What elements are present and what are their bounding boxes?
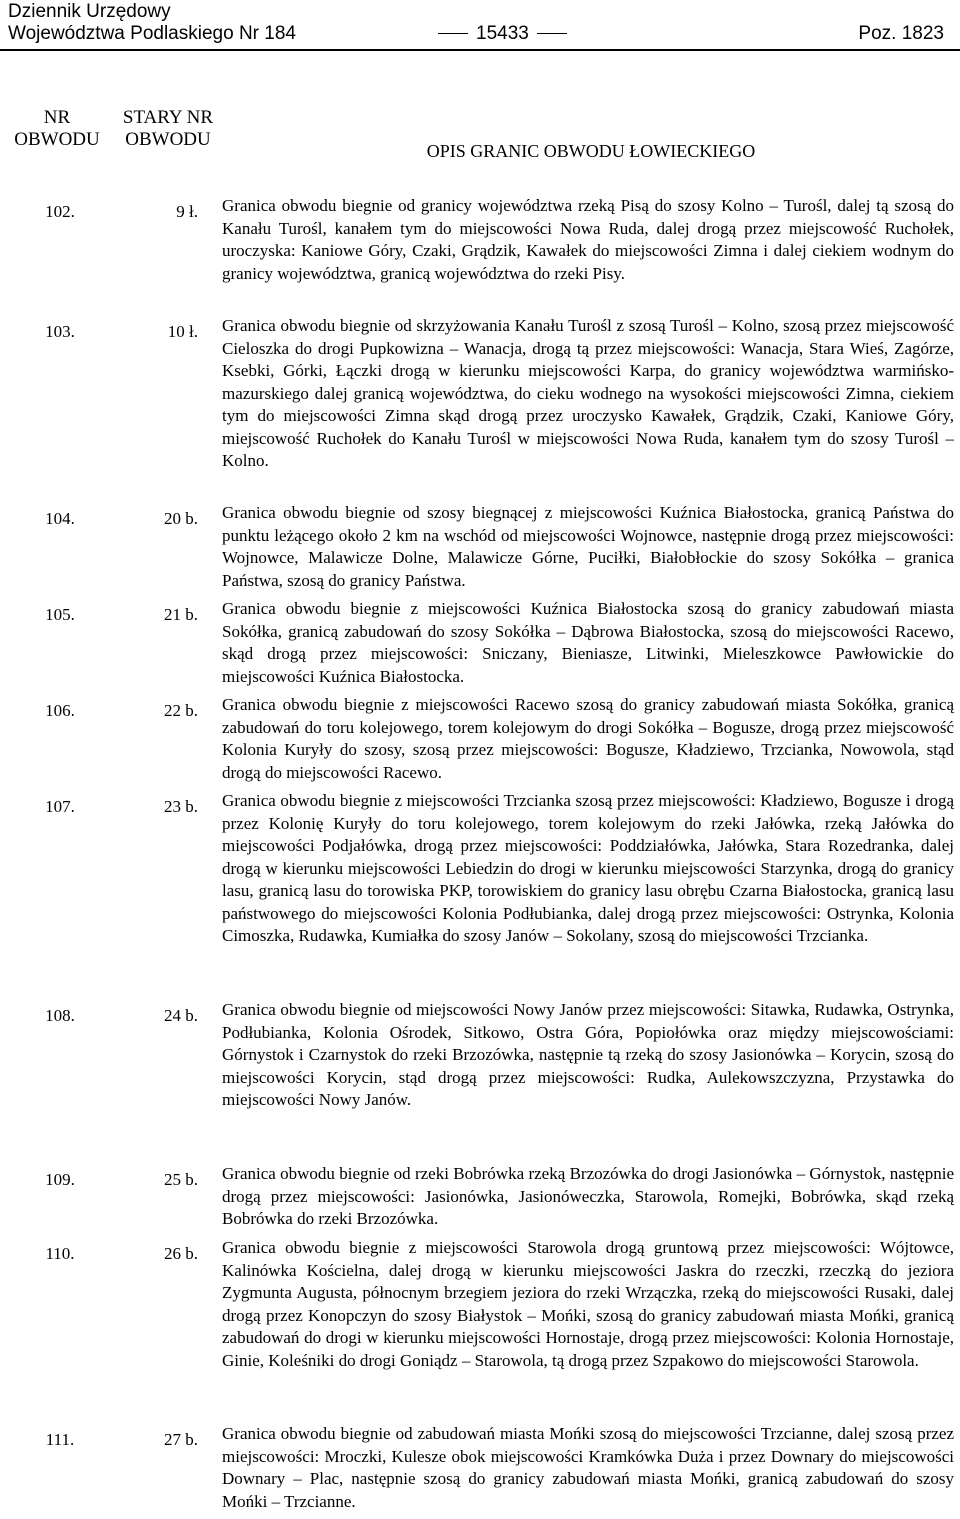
header-rule — [0, 49, 960, 51]
dash-left — [438, 33, 468, 34]
page-number — [430, 23, 575, 45]
table-row — [0, 502, 960, 598]
table-row — [0, 1237, 960, 1423]
table-row — [0, 1163, 960, 1237]
district-number: 104. — [45, 509, 75, 528]
district-number: 107. — [45, 797, 75, 816]
col-header-description: OPIS GRANIC OBWODU ŁOWIECKIEGO — [426, 140, 756, 161]
old-district-number: 21 b. — [164, 605, 198, 624]
districts-table — [0, 96, 960, 1519]
boundary-description: Granica obwodu biegnie z miejscowości Racewo szosą do granicy zabudowań miasta Sokółka, granicą zabudowań do toru kolejowego, torem kolejowym do drogi Sokółka – Bogusze, drogą przez miejscowość Kolonia Kuryły do szosy, szosą przez miejscowości: Bogusze, Kładziewo, Trzcianka, Nowowola, stąd drogą do miejscowości Racewo. — [222, 695, 954, 782]
page-header — [0, 0, 960, 52]
boundary-description: Granica obwodu biegnie z miejscowości Starowola drogą gruntową przez miejscowości: Wójtowce, Kalinówka Kościelna, dalej drogą w kierunku miejscowości Jaskra do rzeczki, rzeczką do jeziora Zygmunta Augusta, północnym brzegiem jeziora do rzeki Wrzączka, rzeką do miejscowości Rusaki, dalej drogą przez Konopczyn do szosy Białystok – Mońki, szosą do granicy zabudowań miasta Mońki, granicą zabudowań do drogi w kierunku miejscowości Hornostaje, drogą przez miejscowości: Kolonia Hornostaje, Ginie, Koleśniki do drogi Goniądz – Starowola, tą drogą przez Szpakowo do miejscowości Starowola. — [222, 1238, 954, 1370]
table-row — [0, 999, 960, 1163]
table-row — [0, 315, 960, 502]
journal-issue: Województwa Podlaskiego Nr 184 — [8, 23, 296, 44]
old-district-number: 9 ł. — [176, 202, 198, 221]
table-row — [0, 790, 960, 999]
table-header-row — [0, 96, 960, 195]
old-district-number: 23 b. — [164, 797, 198, 816]
position-label: Poz. 1823 — [858, 23, 944, 44]
table-row — [0, 195, 960, 315]
dash-right — [537, 33, 567, 34]
table-row — [0, 598, 960, 694]
old-district-number: 22 b. — [164, 701, 198, 720]
old-district-number: 20 b. — [164, 509, 198, 528]
table-row — [0, 1423, 960, 1519]
boundary-description: Granica obwodu biegnie od zabudowań miasta Mońki szosą do miejscowości Trzcianne, dalej szosą przez miejscowości: Mroczki, Kulesze obok miejscowości Kramkówka Duża i przez Downary do miejscowości Downary – Plac, następnie szosą do granicy zabudowań miasta Mońki, granicą zabudowań do szosy Mońki – Trzcianne. — [222, 1424, 954, 1511]
journal-title: Dziennik Urzędowy — [8, 1, 171, 22]
col-header-old-nr: STARY NR OBWODU — [122, 107, 214, 150]
boundary-description: Granica obwodu biegnie od rzeki Bobrówka rzeką Brzozówka do drogi Jasionówka – Górnystok, następnie drogą przez miejscowości: Jasionówka, Jasionóweczka, Starowola, Romejki, Bobrówka, skąd rzeką Bobrówka do rzeki Brzozówka. — [222, 1164, 954, 1228]
district-number: 106. — [45, 701, 75, 720]
old-district-number: 10 ł. — [167, 322, 198, 341]
col-header-nr: NR OBWODU — [14, 107, 100, 150]
district-number: 109. — [45, 1170, 75, 1189]
old-district-number: 24 b. — [164, 1006, 198, 1025]
boundary-description: Granica obwodu biegnie od szosy biegnącej z miejscowości Kuźnica Białostocka, granicą Państwa do punktu leżącego około 2 km na wschód od miejscowości Wojnowce, następnie drogą przez miejscowości: Wojnowce, Malawicze Dolne, Malawicze Górne, Puciłki, Białobłockie do szosy Sokółka – granica Państwa, szosą do granicy Państwa. — [222, 503, 954, 590]
document-body — [0, 96, 960, 1519]
old-district-number: 25 b. — [164, 1170, 198, 1189]
district-number: 111. — [45, 1430, 75, 1449]
district-number: 108. — [45, 1006, 75, 1025]
district-number: 110. — [45, 1244, 75, 1263]
district-number: 105. — [45, 605, 75, 624]
boundary-description: Granica obwodu biegnie od miejscowości Nowy Janów przez miejscowości: Sitawka, Rudawka, Ostrynka, Podłubianka, Kolonia Ośrodek, Sitkowo, Ostra Góra, Popiołówka oraz między miejscowościami: Górnystok i Czarnystok do rzeki Brzozówka, następnie tą rzeką do szosy Jasionówka – Korycin, szosą do miejscowości Korycin, stąd drogą przez miejscowości: Rudka, Aulekowszczyzna, Przystawka do miejscowości Nowy Janów. — [222, 1000, 954, 1109]
district-number: 102. — [45, 202, 75, 221]
table-row — [0, 694, 960, 790]
boundary-description: Granica obwodu biegnie z miejscowości Kuźnica Białostocka szosą do granicy zabudowań miasta Sokółka, granicą zabudowań do szosy Sokółka – Dąbrowa Białostocka, szosą do miejscowości Racewo, skąd drogą przez miejscowości: Sniczany, Bieniasze, Litwinki, Mieleszkowce Pawłowickie do miejscowości Kuźnica Białostocka. — [222, 599, 954, 686]
page-number-value: 15433 — [476, 23, 529, 44]
boundary-description: Granica obwodu biegnie z miejscowości Trzcianka szosą przez miejscowości: Kładziewo, Bogusze i drogą przez Kolonię Kuryły do toru kolejowego, torem kolejowym do rzeki Jałówka, rzeką Jałówka do miejscowości Podjałówka, drogą przez miejscowości: Poddziałówka, Jałówka, Stara Rozedranka, dalej drogą w kierunku miejscowości Lebiedzin do drogi w kierunku miejscowości Starzynka, drogą do granicy lasu, granicą lasu do torowiska PKP, torowiskiem do granicy lasu obrębu Czarna Białostocka, granicą lasu państwowego do miejscowości Kolonia Podłubianka, dalej drogą przez miejscowości: Ostrynka, Kolonia Cimoszka, Rudawka, Kumiałka do szosy Janów – Sokolany, szosą do miejscowości Trzcianka. — [222, 791, 954, 945]
old-district-number: 26 b. — [164, 1244, 198, 1263]
district-number: 103. — [45, 322, 75, 341]
boundary-description: Granica obwodu biegnie od skrzyżowania Kanału Turośl z szosą Turośl – Kolno, szosą przez miejscowość Cieloszka do drogi Pupkowizna – Wanacja, drogą tą przez miejscowości: Wanacja, Stara Wieś, Zagórze, Ksebki, Górki, Łączki drogą w kierunku miejscowości Karpa, do granicy województwa warmińsko-mazurskiego dalej granicą województwa, do cieku wodnego na wysokości miejscowości Zimna, ciekiem tym do miejscowości Zimna skąd drogą przez uroczysko Kawałek, Grądzik, Czaki, Kaniowe Góry, miejscowość Ruchołek do Kanału Turośl w miejscowości Nowa Ruda, kanałem tym do szosy Turośl – Kolno. — [222, 316, 954, 470]
boundary-description: Granica obwodu biegnie od granicy województwa rzeką Pisą do szosy Kolno – Turośl, dalej tą szosą do Kanału Turośl, kanałem tym do miejscowości Nowa Ruda, dalej drogą przez miejscowość Ruchołek, uroczyska: Kaniowe Góry, Czaki, Grądzik, Kawałek do miejscowości Zimna i dalej ciekiem wodnym do granicy województwa, granicą województwa do rzeki Pisy. — [222, 196, 954, 283]
old-district-number: 27 b. — [164, 1430, 198, 1449]
